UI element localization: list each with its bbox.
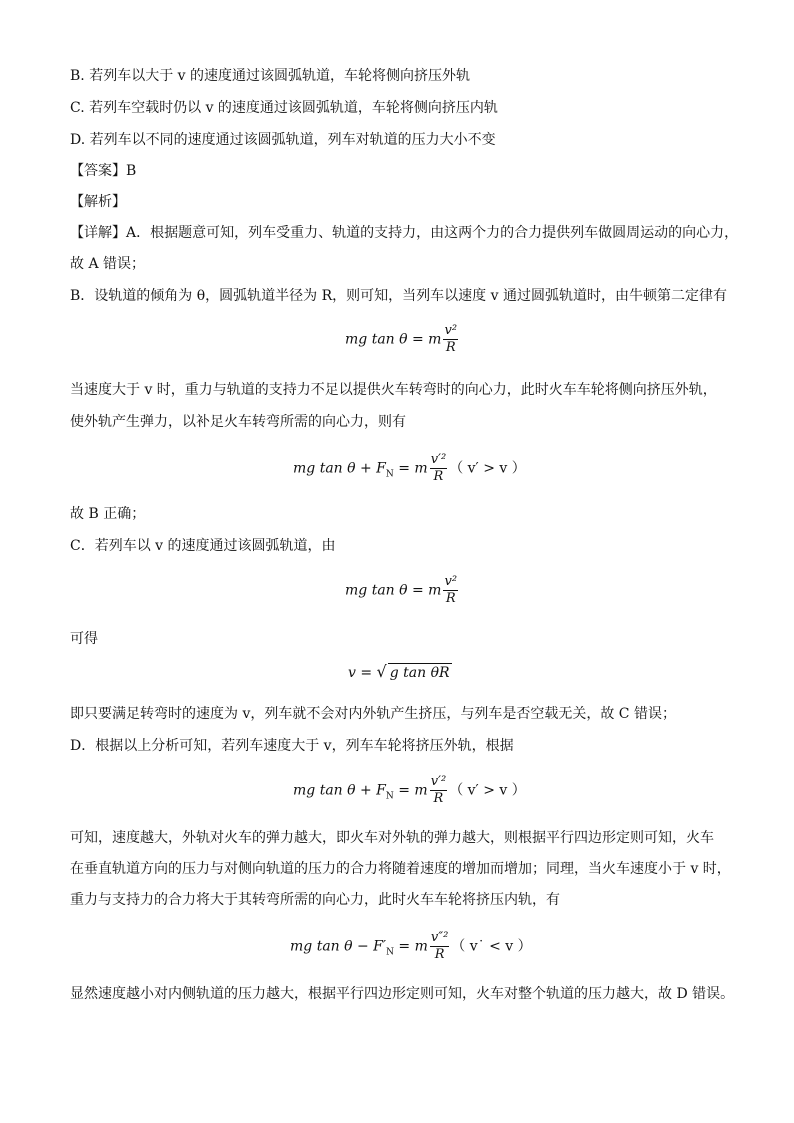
equation-2-fraction	[430, 452, 448, 485]
detail-line-12: 在垂直轨道方向的压力与对侧向轨道的压力的合力将随着速度的增加而增加；同理，当火车速度小于 v 时，	[70, 861, 731, 877]
equation-2-condition: （ v′ > v ）	[449, 460, 526, 477]
detail-line-4: 当速度大于 v 时，重力与轨道的支持力不足以提供火车转弯时的向心力，此时火车车轮将侧向挤压外轨，	[70, 382, 717, 398]
equation-6-fraction	[430, 930, 449, 963]
equation-1-fraction	[443, 323, 458, 356]
equation-3-denominator: R	[445, 591, 456, 606]
equation-6-numerator: v″²	[430, 930, 449, 945]
equation-5-mid: = m	[393, 782, 428, 799]
detail-line-11: 可知，速度越大，外轨对火车的弹力越大，即火车对外轨的弹力越大，则根据平行四边形定则可知，火车	[70, 830, 714, 846]
sqrt-icon: √	[376, 662, 387, 681]
equation-3-numerator: v²	[444, 574, 458, 589]
equation-1-numerator: v²	[444, 323, 458, 338]
detail-line-3: B．设轨道的倾角为 θ，圆弧轨道半径为 R，则可知，当列车以速度 v 通过圆弧轨道时，由牛顿第二定律有	[70, 288, 727, 304]
equation-5-condition: （ v′ > v ）	[449, 782, 526, 799]
detail-line-7: C．若列车以 v 的速度通过该圆弧轨道，由	[70, 538, 336, 554]
equation-1-denominator: R	[445, 340, 456, 355]
equation-6-condition: （ v˙ < v ）	[451, 938, 532, 955]
equation-5-subscript: N	[385, 791, 394, 802]
equation-2-numerator: v′²	[430, 452, 447, 467]
option-d-line: D. 若列车以不同的速度通过该圆弧轨道，列车对轨道的压力大小不变	[70, 132, 496, 148]
detail-line-10: D．根据以上分析可知，若列车速度大于 v，列车车轮将挤压外轨，根据	[70, 738, 514, 754]
equation-6-mid: = m	[393, 938, 428, 955]
equation-3-lhs: mg tan θ = m	[345, 582, 442, 599]
equation-2	[293, 452, 526, 485]
equation-2-subscript: N	[385, 469, 394, 480]
equation-5	[293, 774, 526, 807]
equation-3	[345, 574, 460, 607]
answer-line: 【答案】B	[70, 163, 137, 179]
detail-line-13: 重力与支持力的合力将大于其转弯所需的向心力，此时火车车轮将挤压内轨，有	[70, 892, 560, 908]
option-c-line: C. 若列车空载时仍以 v 的速度通过该圆弧轨道，车轮将侧向挤压内轨	[70, 100, 498, 116]
equation-3-fraction	[443, 574, 458, 607]
equation-5-numerator: v′²	[430, 774, 447, 789]
equation-5-denominator: R	[433, 791, 444, 806]
equation-4-radicand: g tan θR	[389, 665, 450, 681]
equation-4-lhs: v =	[348, 665, 377, 681]
detail-line-1: 【详解】A．根据题意可知，列车受重力、轨道的支持力，由这两个力的合力提供列车做圆周运动的向心力，	[70, 225, 739, 241]
equation-5-lhs: mg tan θ + F	[293, 782, 386, 799]
detail-line-14: 显然速度越小对内侧轨道的压力越大，根据平行四边形定则可知，火车对整个轨道的压力越大，故 D 错误。	[70, 986, 735, 1002]
detail-line-9: 即只要满足转弯时的速度为 v，列车就不会对内外轨产生挤压，与列车是否空载无关，故 C 错误；	[70, 706, 676, 722]
equation-5-fraction	[430, 774, 448, 807]
equation-4	[348, 663, 452, 682]
detail-line-6: 故 B 正确；	[70, 506, 146, 522]
equation-1-lhs: mg tan θ = m	[345, 331, 442, 348]
equation-2-denominator: R	[433, 469, 444, 484]
detail-line-8: 可得	[70, 631, 98, 647]
option-b-line: B. 若列车以大于 v 的速度通过该圆弧轨道，车轮将侧向挤压外轨	[70, 68, 470, 84]
equation-6-subscript: N	[386, 947, 394, 958]
analysis-heading: 【解析】	[70, 194, 126, 210]
equation-2-lhs: mg tan θ + F	[293, 460, 386, 477]
detail-line-5: 使外轨产生弹力，以补足火车转弯所需的向心力，则有	[70, 414, 406, 430]
detail-line-2: 故 A 错误；	[70, 256, 146, 272]
equation-6	[290, 930, 532, 963]
equation-2-mid: = m	[393, 460, 428, 477]
equation-1	[345, 323, 460, 356]
equation-6-lhs: mg tan θ − F′	[290, 938, 387, 955]
equation-6-denominator: R	[434, 947, 445, 962]
